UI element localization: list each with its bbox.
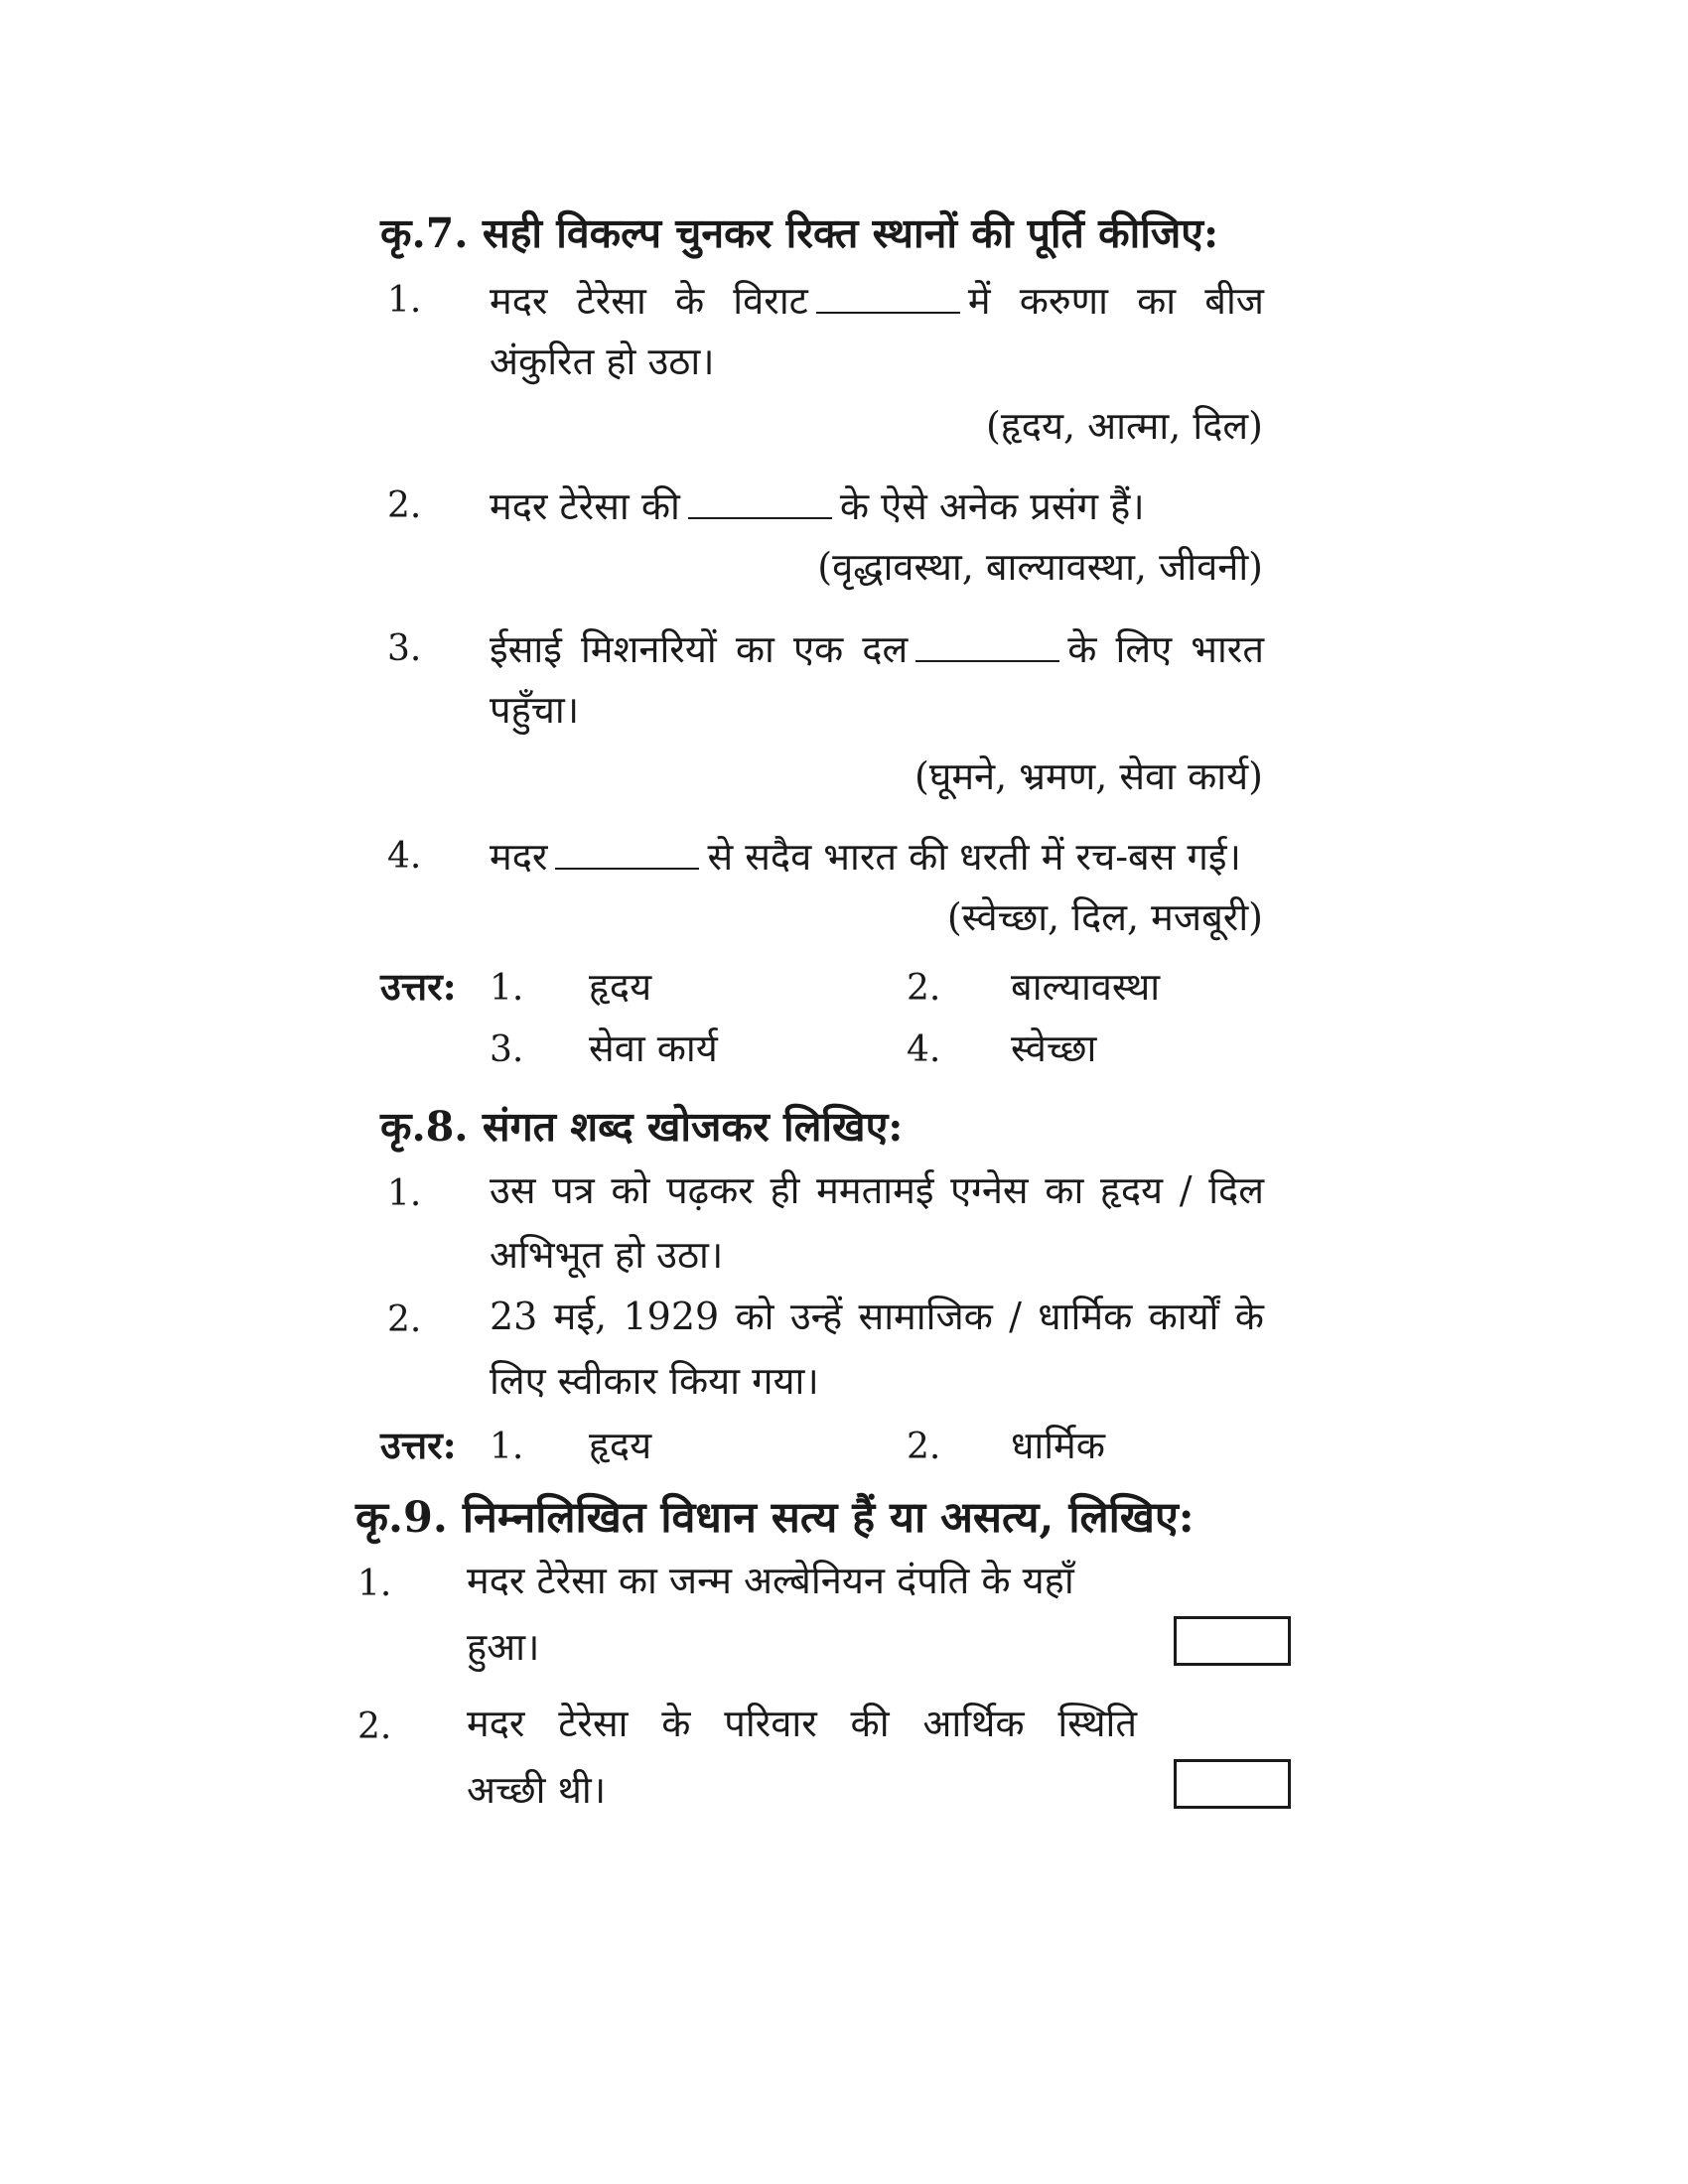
q7-item-3-blank[interactable] — [915, 626, 1059, 662]
q8-answer-2-number: 2. — [907, 1427, 941, 1467]
q7-answer-4-value: स्वेच्छा — [1011, 1026, 1097, 1070]
q7-answer-label: उत्तर: — [380, 964, 457, 1009]
q8-answer-1-value: हृदय — [589, 1424, 652, 1467]
q7-label: कृ.7. — [380, 209, 469, 257]
q9-item-1-line-2: हुआ। — [467, 1625, 540, 1669]
q8-item-2-line-2: लिए स्वीकार किया गया। — [490, 1359, 819, 1403]
q7-item-4-after: से सदैव भारत की धरती में रच-बस गई। — [707, 835, 1241, 880]
q7-item-1-line-2: अंकुरित हो उठा। — [490, 340, 715, 383]
q9-item-2-line-2: अच्छी थी। — [467, 1768, 607, 1812]
q9-item-2-answer-box[interactable] — [1174, 1759, 1291, 1809]
q7-answer-2-number: 2. — [907, 968, 941, 1009]
q7-item-1-before: मदर टेरेसा के विराट — [490, 279, 808, 324]
q8-answer-label: उत्तर: — [380, 1423, 457, 1467]
q7-item-1-number: 1. — [387, 280, 422, 321]
q7-item-4-options: (स्वेच्छा, दिल, मजबूरी) — [946, 895, 1263, 939]
q7-answer-3-number: 3. — [490, 1029, 524, 1070]
q7-item-2-after: के ऐसे अनेक प्रसंग हैं। — [839, 484, 1145, 529]
q8-item-1-line-1: उस पत्र को पढ़कर ही ममतामई एग्नेस का हृदय / दिल — [490, 1168, 1264, 1212]
q7-item-3-line-2: पहुँचा। — [490, 688, 580, 732]
q9-item-2-number: 2. — [357, 1706, 392, 1747]
q7-item-4-blank[interactable] — [555, 834, 699, 870]
q8-heading-text: संगत शब्द खोजकर लिखिए: — [482, 1103, 904, 1151]
q7-item-3-options: (घूमने, भ्रमण, सेवा कार्य) — [914, 754, 1263, 798]
q7-item-4-before: मदर — [490, 835, 548, 880]
q7-answer-4-number: 4. — [907, 1029, 941, 1070]
q8-answer-1-number: 1. — [490, 1427, 524, 1467]
q7-answer-1-number: 1. — [490, 968, 524, 1009]
q7-item-2-number: 2. — [387, 485, 422, 526]
q9-heading — [355, 1493, 1195, 1543]
q7-item-2-blank[interactable] — [688, 483, 832, 519]
q7-item-1-blank[interactable] — [816, 278, 960, 314]
q8-heading — [380, 1103, 904, 1151]
q7-answer-3-value: सेवा कार्य — [589, 1026, 718, 1070]
q8-item-2-line-1: 23 मई, 1929 को उन्हें सामाजिक / धार्मिक कार्यों के — [490, 1295, 1264, 1338]
q7-item-3-after: के लिए भारत — [1067, 627, 1264, 672]
q7-heading-text: सही विकल्प चुनकर रिक्त स्थानों की पूर्ति कीजिए: — [482, 209, 1219, 257]
q7-item-4-line-1 — [490, 834, 1241, 880]
q7-item-1-line-1 — [490, 278, 1264, 324]
q7-item-1-options: (हृदय, आत्मा, दिल) — [986, 404, 1263, 448]
q8-item-1-line-2: अभिभूत हो उठा। — [490, 1233, 724, 1277]
q7-item-3-number: 3. — [387, 628, 422, 669]
q8-label: कृ.8. — [380, 1103, 469, 1151]
q7-answer-1-value: हृदय — [589, 965, 652, 1009]
q8-item-1-number: 1. — [387, 1173, 422, 1214]
q8-answer-2-value: धार्मिक — [1011, 1424, 1105, 1467]
q7-item-3-line-1 — [490, 626, 1264, 672]
q7-item-2-line-1 — [490, 483, 1145, 529]
q7-item-1-after: में करुणा का बीज — [967, 279, 1264, 324]
q7-item-2-options: (वृद्धावस्था, बाल्यावस्था, जीवनी) — [817, 545, 1263, 589]
q7-heading — [380, 209, 1219, 257]
q7-item-4-number: 4. — [387, 836, 422, 877]
q8-item-2-number: 2. — [387, 1299, 422, 1340]
q9-item-1-answer-box[interactable] — [1174, 1616, 1291, 1666]
q7-item-3-before: ईसाई मिशनरियों का एक दल — [490, 627, 909, 672]
q9-heading-text: निम्नलिखित विधान सत्य हैं या असत्य, लिखिए: — [462, 1493, 1195, 1543]
q9-item-1-number: 1. — [357, 1564, 392, 1604]
q9-label: कृ.9. — [355, 1493, 448, 1543]
q9-item-1-line-1: मदर टेरेसा का जन्म अल्बेनियन दंपति के यहाँ — [467, 1559, 1074, 1602]
q7-answer-2-value: बाल्यावस्था — [1011, 965, 1161, 1009]
q7-item-2-before: मदर टेरेसा की — [490, 484, 680, 529]
q9-item-2-line-1: मदर टेरेसा के परिवार की आर्थिक स्थिति — [467, 1702, 1137, 1745]
